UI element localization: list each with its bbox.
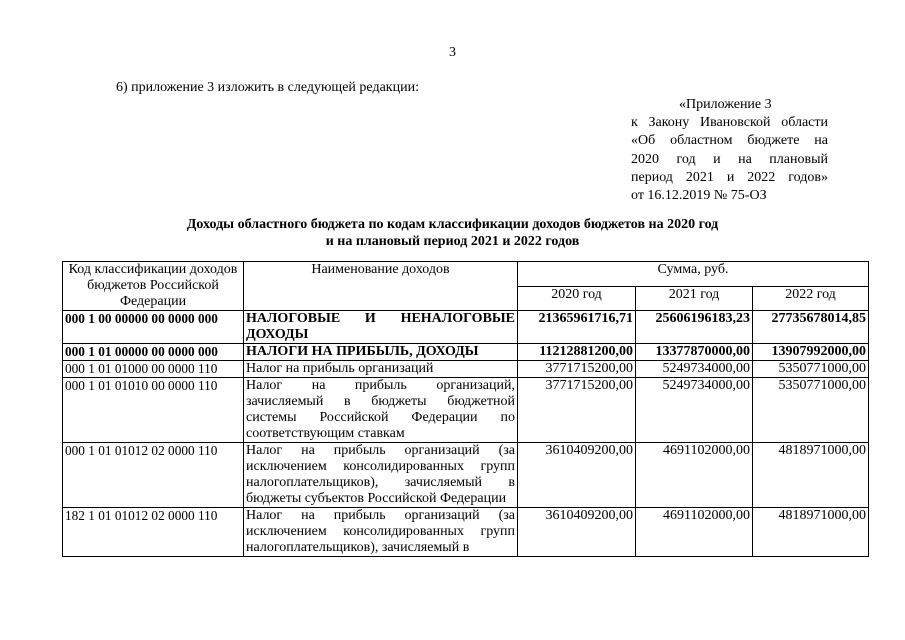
row-value-2022: 5350771000,00 bbox=[753, 361, 869, 378]
revenue-table bbox=[62, 261, 869, 557]
table-row bbox=[63, 443, 869, 508]
row-name: Налог на прибыль организаций (за исключением консолидированных групп налогоплательщиков), зачисляемый в bbox=[244, 508, 518, 557]
appendix-line: «Об областном бюджете на bbox=[631, 133, 828, 149]
row-name: Налог на прибыль организаций bbox=[244, 361, 518, 378]
appendix-line: к Закону Ивановской области bbox=[631, 115, 828, 131]
row-value-2021: 5249734000,00 bbox=[636, 378, 753, 443]
row-value-2022: 4818971000,00 bbox=[753, 508, 869, 557]
row-name: НАЛОГИ НА ПРИБЫЛЬ, ДОХОДЫ bbox=[244, 344, 518, 361]
table-row bbox=[63, 361, 869, 378]
header-year: 2022 год bbox=[753, 286, 869, 311]
row-code: 000 1 01 01010 00 0000 110 bbox=[63, 378, 244, 443]
row-value-2020: 3610409200,00 bbox=[518, 508, 636, 557]
intro-text: 6) приложение 3 изложить в следующей редакции: bbox=[116, 80, 419, 95]
appendix-line: «Приложение 3 bbox=[679, 97, 772, 112]
table-row bbox=[63, 344, 869, 361]
row-code: 000 1 01 01000 00 0000 110 bbox=[63, 361, 244, 378]
row-name: НАЛОГОВЫЕ И НЕНАЛОГОВЫЕ ДОХОДЫ bbox=[244, 311, 518, 344]
page-bottom-margin bbox=[0, 597, 905, 640]
document-title bbox=[0, 216, 905, 250]
table-row bbox=[63, 378, 869, 443]
table-row bbox=[63, 311, 869, 344]
row-value-2020: 21365961716,71 bbox=[518, 311, 636, 344]
appendix-line: от 16.12.2019 № 75-ОЗ bbox=[631, 188, 767, 204]
row-value-2022: 27735678014,85 bbox=[753, 311, 869, 344]
row-value-2020: 3771715200,00 bbox=[518, 361, 636, 378]
row-value-2021: 5249734000,00 bbox=[636, 361, 753, 378]
row-code: 000 1 01 01012 02 0000 110 bbox=[63, 443, 244, 508]
appendix-line: период 2021 и 2022 годов» bbox=[631, 169, 828, 185]
row-value-2022: 13907992000,00 bbox=[753, 344, 869, 361]
page-number: 3 bbox=[449, 45, 456, 60]
row-value-2021: 25606196183,23 bbox=[636, 311, 753, 344]
appendix-line: 2020 год и на плановый bbox=[631, 151, 828, 167]
row-code: 182 1 01 01012 02 0000 110 bbox=[63, 508, 244, 557]
row-value-2022: 4818971000,00 bbox=[753, 443, 869, 508]
row-code: 000 1 01 00000 00 0000 000 bbox=[63, 344, 244, 361]
table-row bbox=[63, 508, 869, 557]
row-value-2021: 4691102000,00 bbox=[636, 508, 753, 557]
row-name: Налог на прибыль организаций (за исключением консолидированных групп налогоплательщиков), зачисляемый в бюджеты субъектов Российской Федерации bbox=[244, 443, 518, 508]
header-year: 2021 год bbox=[636, 286, 753, 311]
header-code: Код классификации доходов бюджетов Российской Федерации bbox=[63, 262, 244, 311]
row-value-2020: 3610409200,00 bbox=[518, 443, 636, 508]
row-value-2020: 3771715200,00 bbox=[518, 378, 636, 443]
title-line: и на плановый период 2021 и 2022 годов bbox=[325, 234, 580, 249]
title-line: Доходы областного бюджета по кодам классификации доходов бюджетов на 2020 год bbox=[186, 217, 719, 232]
row-value-2020: 11212881200,00 bbox=[518, 344, 636, 361]
row-value-2021: 13377870000,00 bbox=[636, 344, 753, 361]
row-code: 000 1 00 00000 00 0000 000 bbox=[63, 311, 244, 344]
row-name: Налог на прибыль организаций, зачисляемый в бюджеты бюджетной системы Российской Федерации по соответствующим ставкам bbox=[244, 378, 518, 443]
row-value-2021: 4691102000,00 bbox=[636, 443, 753, 508]
header-name: Наименование доходов bbox=[244, 262, 518, 311]
header-sum: Сумма, руб. bbox=[518, 262, 869, 287]
appendix-reference bbox=[631, 96, 828, 205]
header-year: 2020 год bbox=[518, 286, 636, 311]
row-value-2022: 5350771000,00 bbox=[753, 378, 869, 443]
table-header-row bbox=[63, 262, 869, 287]
